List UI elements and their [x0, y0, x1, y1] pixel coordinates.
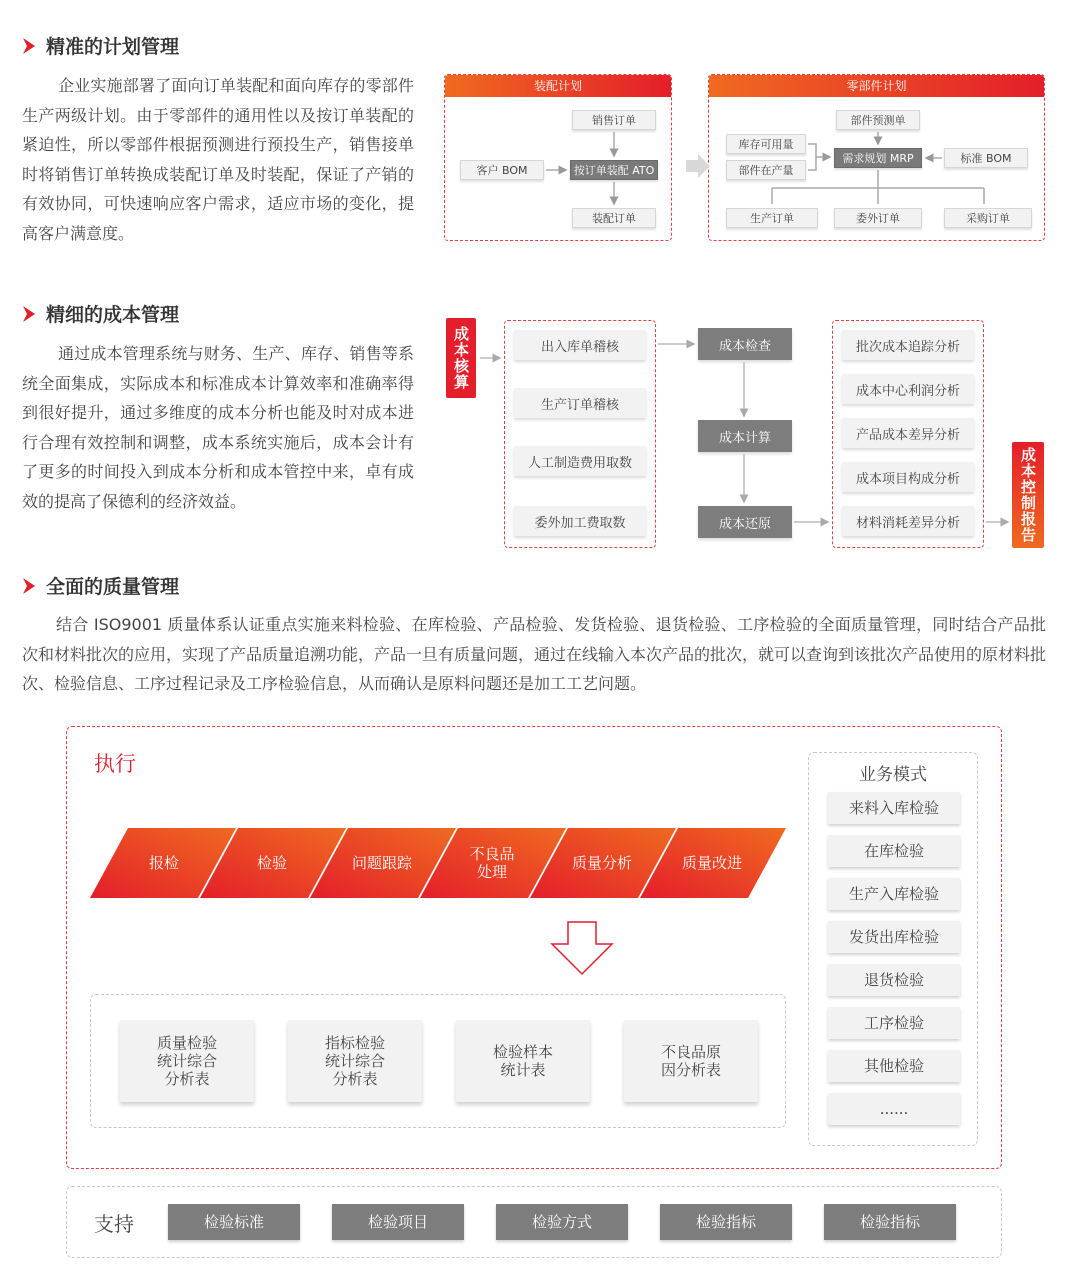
cost-analysis-item: 产品成本差异分析 — [842, 418, 974, 448]
support-item: 检验指标 — [824, 1204, 956, 1240]
cost-step-item: 成本还原 — [698, 506, 792, 538]
panel-header: 零部件计划 — [709, 75, 1044, 97]
report-item: 不良品原 因分析表 — [624, 1020, 758, 1102]
section-title-text: 精细的成本管理 — [46, 304, 180, 326]
cost-input-item: 委外加工费取数 — [514, 506, 646, 536]
support-label: 支持 — [94, 1212, 134, 1236]
cost-control-report-tag: 成本控制报告 — [1012, 442, 1044, 548]
business-mode-item: ...... — [828, 1093, 960, 1125]
assembly-order-box: 装配订单 — [572, 208, 656, 228]
chevron-right-icon — [22, 38, 36, 54]
cost-flow-arrows — [476, 318, 1016, 550]
stock-available-box: 库存可用量 — [726, 134, 806, 154]
forecast-box: 部件预测单 — [836, 110, 920, 130]
process-step: 不良品 处理 — [469, 845, 515, 881]
business-mode-item: 生产入库检验 — [828, 878, 960, 910]
cost-analysis-item: 成本项目构成分析 — [842, 462, 974, 492]
section-title-text: 精准的计划管理 — [46, 36, 180, 58]
report-item: 检验样本 统计表 — [456, 1020, 590, 1102]
support-item: 检验项目 — [332, 1204, 464, 1240]
production-order-box: 生产订单 — [726, 208, 818, 228]
cost-input-item: 出入库单稽核 — [514, 330, 646, 360]
sales-order-box: 销售订单 — [572, 110, 656, 130]
business-mode-item: 退货检验 — [828, 964, 960, 996]
panel-header: 装配计划 — [445, 75, 671, 97]
cost-input-item: 人工制造费用取数 — [514, 446, 646, 476]
execution-label: 执行 — [94, 752, 136, 776]
cost-input-item: 生产订单稽核 — [514, 388, 646, 418]
cost-step-item: 成本检查 — [698, 328, 792, 360]
process-step: 质量分析 — [571, 854, 632, 872]
report-item: 质量检验 统计综合 分析表 — [120, 1020, 254, 1102]
standard-bom-box: 标准 BOM — [944, 148, 1028, 168]
business-mode-item: 在库检验 — [828, 835, 960, 867]
report-item: 指标检验 统计综合 分析表 — [288, 1020, 422, 1102]
customer-bom-box: 客户 BOM — [460, 160, 544, 180]
business-mode-item: 发货出库检验 — [828, 921, 960, 953]
section-paragraph: 企业实施部署了面向订单装配和面向库存的零部件生产两级计划。由于零部件的通用性以及按订单装配的紧迫性，所以零部件根据预测进行预投生产，销售接单时将销售订单转换成装配订单及时装配，保证了产销的有效协同，可快速响应客户需求，适应市场的变化，提高客户满意度。 — [22, 76, 414, 243]
outsource-order-box: 委外订单 — [834, 208, 922, 228]
process-step: 质量改进 — [681, 854, 742, 872]
process-step: 检验 — [256, 854, 287, 872]
chevron-right-icon — [22, 578, 36, 594]
process-step: 报检 — [148, 854, 179, 872]
in-production-box: 部件在产量 — [726, 160, 806, 180]
cost-analysis-item: 材料消耗差异分析 — [842, 506, 974, 536]
business-mode-item: 来料入库检验 — [828, 792, 960, 824]
section-title-quality — [22, 572, 179, 599]
business-mode-title: 业务模式 — [859, 765, 927, 785]
section-title-planning — [22, 32, 179, 59]
section-title-cost — [22, 300, 179, 327]
chevron-right-icon — [22, 306, 36, 322]
process-step: 问题跟踪 — [351, 854, 412, 872]
business-mode-item: 工序检验 — [828, 1007, 960, 1039]
section-paragraph: 结合 ISO9001 质量体系认证重点实施来料检验、在库检验、产品检验、发货检验、退货检验、工序检验的全面质量管理，同时结合产品批次和材料批次的应用，实现了产品质量追溯功能，产品一旦有质量问题，通过在线输入本次产品的批次，就可以查询到该批次产品使用的原材料批次、检验信息、工序过程记录及工序检验信息，从而确认是原料问题还是加工工艺问题。 — [22, 615, 1047, 694]
support-item: 检验方式 — [496, 1204, 628, 1240]
purchase-order-box: 采购订单 — [944, 208, 1032, 228]
section-paragraph: 通过成本管理系统与财务、生产、库存、销售等系统全面集成，实际成本和标准成本计算效率和准确率得到很好提升，通过多维度的成本分析也能及时对成本进行合理有效控制和调整，成本系统实施后，成本会计有了更多的时间投入到成本分析和成本管控中来，卓有成效的提高了保德利的经济效益。 — [22, 344, 414, 511]
down-arrow-icon — [550, 920, 614, 976]
section-title-text: 全面的质量管理 — [46, 576, 180, 598]
cost-analysis-item: 成本中心利润分析 — [842, 374, 974, 404]
planning-flow-arrows — [440, 70, 1050, 250]
support-item: 检验标准 — [168, 1204, 300, 1240]
cost-accounting-tag: 成本核算 — [446, 318, 476, 398]
ato-box: 按订单装配 ATO — [570, 160, 658, 180]
cost-analysis-item: 批次成本追踪分析 — [842, 330, 974, 360]
quality-process-chain — [90, 828, 790, 898]
mrp-box: 需求规划 MRP — [834, 148, 922, 168]
support-item: 检验指标 — [660, 1204, 792, 1240]
cost-step-item: 成本计算 — [698, 420, 792, 452]
business-mode-item: 其他检验 — [828, 1050, 960, 1082]
